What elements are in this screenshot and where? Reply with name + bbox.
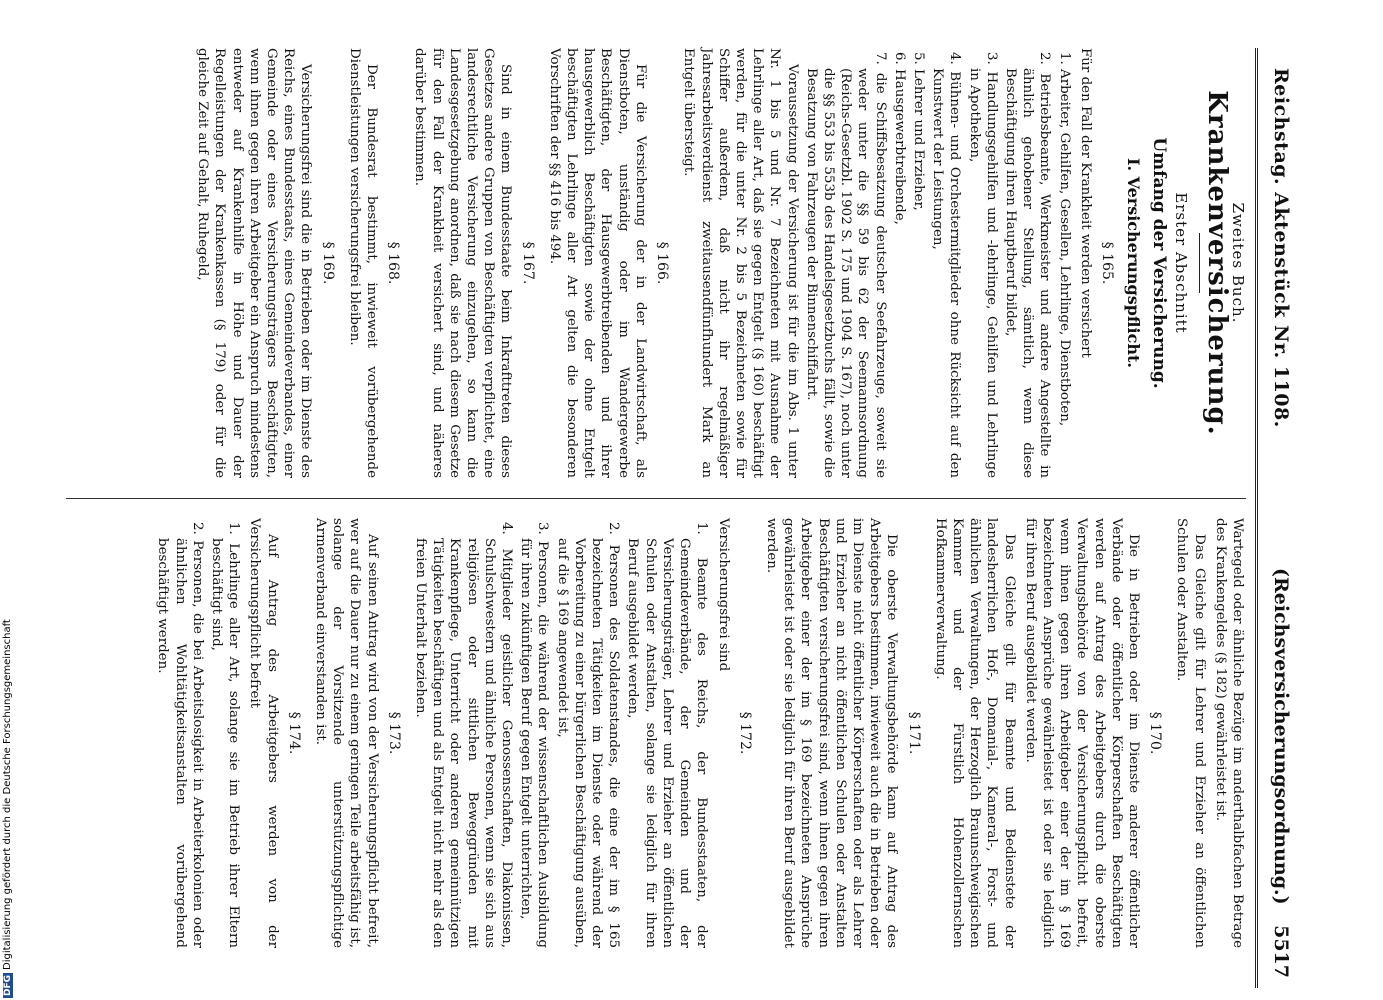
paragraph-text: Das Gleiche gilt für Lehrer und Erzieher an öffentlichen Schulen oder Anstalten. [1174, 518, 1207, 948]
main-title: Krankenversicherung. [1201, 90, 1232, 436]
paragraph-text: Versicherungsfrei sind [715, 518, 731, 672]
list-item: 4. Mitglieder geistlicher Genossenschaften, Diakonissen, Schulschwestern und ähnliche Personen, wenn sie sich aus religiösen oder sittlichen Beweggründen mit Krankenpflege, Unterricht oder anderen gemeinnützigen Tätigkeiten beschäftigen und als Entgelt nicht mehr als den freien Unterhalt beziehen. [413, 522, 515, 948]
paragraph-text: Für den Fall der Krankheit werden versichert [1077, 48, 1093, 358]
paragraph-heading: § 174. [285, 711, 302, 755]
paragraph-text: Auf seinen Antrag wird von der Versicherungspflicht befreit, wer auf die Dauer nur zu einem geringen Teile arbeitsfähig ist, solange der Vorsitzende unterstützungspflichtige Armenverband einverstanden ist. [313, 518, 380, 948]
subsection-heading: I. Versicherungspflicht. [1124, 158, 1144, 368]
paragraph-heading: § 169. [319, 241, 336, 285]
header-title: Reichstag. Aktenstück Nr. 1108. [1270, 68, 1292, 428]
section-subtitle: Umfang der Versicherung. [1149, 137, 1170, 389]
list-item: 1. Lehrlinge aller Art, solange sie im Betrieb ihrer Eltern beschäftigt sind, [209, 522, 242, 948]
page-number: 5517 [1270, 925, 1292, 978]
list-item: 6. Hausgewerbtreibende, [891, 52, 907, 225]
book-heading: Zweites Buch. [1229, 202, 1247, 324]
paragraph-heading: § 167. [519, 241, 536, 285]
paragraph-text: Versicherungsfrei sind die in Betrieben oder im Dienste des Reichs, eines Bundesstaats, eines Gemeindeverbandes, einer Gemeinde oder eines Versicherungsträgers Beschäftigten, wenn ihnen gegen ihren Arbeitgeber ein Anspruch mindestens entweder auf Krankenhilfe in Höhe und Dauer der Regelleistungen der Krankenkassen (§ 179) oder für die gleiche Zeit auf Gehalt, Ruhegeld, [195, 48, 314, 478]
paragraph-heading: § 173. [385, 711, 402, 755]
digitization-credit [2, 619, 13, 998]
divider [1199, 233, 1200, 293]
paragraph-text: Für die Versicherung der in der Landwirtschaft, als Dienstboten, unständig oder im Wandergewerbe Beschäftigten, der Hausgewerbtreibenden und ihrer hausgewerblich Beschäftigten sowie der ohne Entgelt beschäftigten Lehrlinge aller Art gelten die besonderen Vorschriften der §§ 416 bis 494. [546, 48, 648, 478]
paragraph-text: Die in Betrieben oder im Dienste anderer öffentlicher Verbände oder öffentlicher Körperschaften Beschäftigten werden auf Antrag des Arbeitgebers durch die oberste Verwaltungsbehörde von der Versicherungspflicht befreit, wenn ihnen gegen ihren Arbeitgeber einer der im § 169 bezeichneten Ansprüche gewährleistet ist oder sie lediglich für ihren Beruf ausgebildet werden. [1022, 518, 1141, 948]
right-column [152, 518, 1246, 948]
header-parenthetical: (Reichsversicherungsordnung.) [1270, 568, 1292, 905]
paragraph-heading: § 170. [1147, 711, 1164, 755]
paragraph-heading: § 171. [905, 711, 922, 755]
list-item: 2. Betriebsbeamte, Werkmeister und andere Angestellte in ähnlich gehobener Stellung, sämtlich, wenn diese Beschäftigung ihren Hauptberuf bildet, [1002, 52, 1053, 478]
list-item: 3. Personen, die während der wissenschaftlichen Ausbildung für ihren zukünftigen Beruf gegen Entgelt unterrichten, [518, 522, 551, 948]
paragraph-text: Voraussetzung der Versicherung ist für die im Abs. 1 unter Nr. 1 bis 5 und Nr. 7 Bezeichneten mit Ausnahme der Lehrlinge aller Art, daß sie gegen Entgelt (§ 160) beschäftigt werden, für die unter Nr. 2 bis 5 Bezeichneten sowie für Schiffer außerdem, daß nicht ihr regelmäßiger Jahresarbeitsverdienst zweitausendfünfhundert Mark an Entgelt übersteigt. [681, 48, 800, 478]
list-item: 2. Personen des Soldatenstandes, die eine der im § 165 bezeichneten Tätigkeiten im Dienste oder während der Vorbereitung zu einer bürgerlichen Beschäftigung ausüben, auf die § 169 angewendet ist, [554, 522, 622, 948]
list-item: 5. Lehrer und Erzieher, [910, 52, 926, 211]
paragraph-text: Auf Antrag des Arbeitgebers werden von der Versicherungspflicht befreit [247, 518, 280, 948]
list-item: 2. Personen, die bei Arbeitslosigkeit in Arbeiterkolonien oder ähnlichen Wohltätigkeitsanstalten vorübergehend beschäftigt werden. [155, 522, 205, 948]
dfg-logo: DFG [3, 974, 13, 996]
section-heading: Erster Abschnitt [1171, 192, 1190, 334]
paragraph-heading: § 172. [736, 711, 753, 755]
list-item: 4. Bühnen- und Orchestermitglieder ohne Rücksicht auf den Kunstwert der Leistungen, [930, 52, 963, 478]
credit-text: Digitalisierung gefördert durch die Deutsche Forschungsgemeinschaft [2, 619, 13, 970]
scanned-page [58, 48, 1298, 988]
list-item: 7. die Schiffsbesatzung deutscher Seefahrzeuge, soweit sie weder unter die §§ 59 bis 62 der Seemannsordnung (Reichs-Gesetzbl. 1902 S. 175 und 1904 S. 167), noch unter die §§ 553 bis 553b des Handelsgesetzbuchs fällt, sowie die Besatzung von Fahrzeugen der Binnenschiffahrt. [803, 52, 888, 478]
paragraph-heading: § 166. [654, 241, 671, 285]
column-divider [66, 498, 1246, 499]
list-item: 1. Arbeiter, Gehilfen, Gesellen, Lehrlinge, Dienstboten, [1056, 52, 1072, 427]
paragraph-text: Die oberste Verwaltungsbehörde kann auf Antrag des Arbeitgebers bestimmen, inwieweit auch die in Betrieben oder im Dienste nicht öffentlicher Körperschaften oder als Lehrer und Erzieher an nicht öffentlichen Schulen oder Anstalten Beschäftigten versicherungsfrei sind, wenn ihnen gegen ihren Arbeitgeber einer der im § 169 bezeichneten Ansprüche gewährleistet ist oder sie lediglich für ihren Beruf ausgebildet werden. [763, 518, 900, 948]
left-column [190, 48, 1246, 478]
paragraph-text: Sind in einem Bundesstaate beim Inkrafttreten dieses Gesetzes andere Gruppen von Beschäftigten verpflichtet, eine landesrechtliche Versicherung einzugehen, so kann die Landesgesetzgebung anordnen, daß sie nach diesem Gesetze für den Fall der Krankheit versichert sind, und näheres darüber bestimmen. [412, 48, 514, 478]
paragraph-text: Der Bundesrat bestimmt, inwieweit vorübergehende Dienstleistungen versicherungsfrei bleiben. [346, 48, 380, 478]
paragraph-heading: § 168. [385, 241, 402, 285]
paragraph-text: Das Gleiche gilt für Beamte und Bedienstete der landesherrlichen Hof-, Domanial-, Kameral-, Forst- und ähnlichen Verwaltungen, der Herzoglich Braunschweigischen Kammer und der Fürstlich Hohenzollernschen Hofkammerverwaltung. [932, 518, 1017, 948]
paragraph-heading: § 165. [1098, 241, 1115, 285]
list-item: 1. Beamte des Reichs, der Bundesstaaten, der Gemeindeverbände, der Gemeinden und der Versicherungsträger, Lehrer und Erzieher an öffentlichen Schulen oder Anstalten, solange sie lediglich für ihren Beruf ausgebildet werden, [625, 522, 710, 948]
paragraph-text: Wartegeld oder ähnliche Bezüge im anderthalbfachen Betrage des Krankengeldes (§ 182) gewährleistet ist. [1212, 518, 1245, 948]
page-header [1255, 48, 1298, 988]
list-item: 3. Handlungsgehilfen und -lehrlinge, Gehilfen und Lehrlinge in Apotheken, [966, 52, 999, 478]
